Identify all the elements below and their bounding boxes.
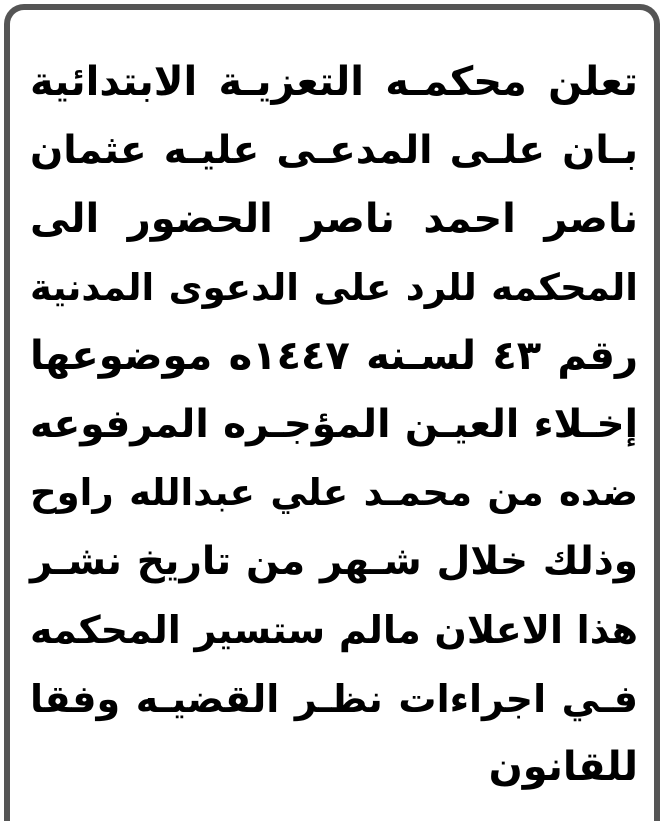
notice-line: تعلن محكمـه التعزيـة الابتدائية — [30, 59, 638, 105]
notice-line: فـي اجراءات نظـر القضيـه وفقا — [30, 676, 638, 721]
notice-line: إخـلاء العيـن المؤجـره المرفوعه — [30, 401, 638, 447]
notice-line: المحكمه للرد على الدعوى المدنية — [30, 265, 638, 309]
notice-line: هذا الاعلان مالم ستسير المحكمه — [30, 608, 638, 652]
notice-line: ضده من محمـد علي عبدالله راوح — [30, 471, 638, 514]
notice-line: بـان علـى المدعـى عليـه عثمان — [30, 127, 638, 173]
notice-line: رقم ٤٣ لسـنه ١٤٤٧ه موضوعها — [30, 333, 638, 379]
notice-line: وذلك خلال شـهر من تاريخ نشـر — [30, 538, 638, 584]
notice-line: ناصر احمد ناصر الحضور الى — [30, 196, 638, 242]
notice-line-final: للقانون — [488, 744, 638, 790]
court-notice-text — [30, 48, 638, 802]
